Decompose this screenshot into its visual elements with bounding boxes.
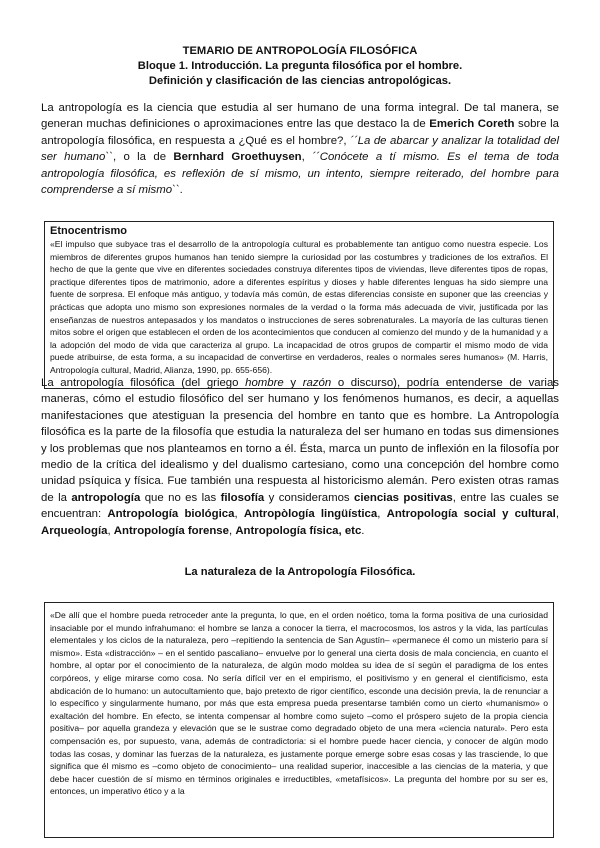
term-hombre: hombre [245,377,284,389]
term-filosofia: filosofía [220,491,265,504]
term-ciencias-positivas: ciencias positivas [354,491,453,504]
ethnocentrism-quote: «El impulso que subyace tras el desarrollo de la antropología cultural es probablemente tan antiguo como nuestra especie. Los miembros de diferentes grupos humanos han tenido siempre la curiosidad por las costumbres y tradiciones de los extraños. El hecho de que la gente que vive en diferentes sociedades construya diferentes tipos de viviendas, lleve diferentes tipos de ropas, practique diferentes tipos de matrimonio, adore a diferentes espíritus y dioses y hable diferentes lenguas ha sido siempre una fuente de sorpresa. El enfoque más antiguo, y todavía más común, de estas diferencias consiste en suponer que las creencias y prácticas que adopta uno mismo son expresiones normales de la verdad o la forma más adecuada de vivir, justificada por las enseñanzas de nuestros antepasados y los mandatos o instrucciones de seres sobrenaturales. La mayoría de las culturas tienen mitos sobre el origen que establecen el orden de los acontecimientos que conducen al comienzo del mundo y de la humanidad y a la adopción del modo de vida que caracteriza al grupo. La incapacidad de otros grupos de compartir el mismo modo de vida puede atribuirse, de esta forma, a su incapacidad de convertirse en verdaderos, reales o normales seres humanos» (M. Harris, Antropología cultural, Madrid, Alianza, 1990, pp. 655-656). [50,239,548,375]
box-heading: Etnocentrismo [50,225,128,237]
branch-biologica: Antropología biológica [107,508,235,521]
branch-forense: Antropología forense [113,524,229,537]
branch-arqueologia: Arqueología [41,524,108,537]
branch-social-cultural: Antropología social y cultural [386,508,556,521]
section-heading: La naturaleza de la Antropología Filosófica. [184,566,416,578]
title-line-1: TEMARIO DE ANTROPOLOGÍA FILOSÓFICA [182,45,418,57]
branch-fisica: Antropología física, etc [235,524,362,537]
nature-quote-box [44,602,554,838]
nature-quote: «De allí que el hombre pueda retroceder ante la pregunta, lo que, en el orden noético, toma la forma positiva de una curiosidad insaciable por el mundo infrahumano: el hombre se lanza a conocer la tierra, el macrocosmos, los astros y la vida, las partículas elementales y los ciclos de la naturaleza, pero –repitiendo la sentencia de San Agustín– «permanece él como un misterio para sí mismo». Esta «distracción» – en el sentido pascaliano– envuelve por lo general una cierta dosis de mala conciencia, en cuanto el hombre, al optar por el conocimiento de la naturaleza, de algún modo moldea su idea de sí según el paradigma de los entes corpóreos, y elige mirarse como cosa. No sería difícil ver en el empirismo, el positivismo y en general el cientificismo, esta abdicación de lo humano: un autocultamiento que, bajo pretexto de rigor científico, esconde una decisión previa, la de renunciar a lo específico y singularmente humano, por más que esta empresa pueda presentarse también como un cierto «humanismo» o exaltación del hombre. En efecto, se intenta compensar al hombre como sujeto –como el próspero sujeto de la propia ciencia positiva– por aquella grandeza y elevación que se le sustrae como degradado objeto de una mera «ciencia natural». Pero esta compensación es, por supuesto, vana, además de contradictoria: si el hombre puede hacer ciencia, y conocer de algún modo todas las cosas, y dominar las fuerzas de la naturaleza, es justamente porque emerge sobre esas cosas y las trasciende, lo que significa que él mismo es –como objeto de conocimiento– una realidad superior, inaccesible a las ciencias de la materia, y que debe hacer cuestión de sí mismo en términos originales e irreductibles, «metafísicos». La pregunta del hombre por su ser es, entonces, un imperativo ético y a la [50,610,548,797]
title-line-2: Bloque 1. Introducción. La pregunta filosófica por el hombre. [137,60,463,72]
author-coreth: Emerich Coreth [429,118,515,131]
intro-paragraph: La antropología es la ciencia que estudia al ser humano de una forma integral. De tal manera, se generan muchas definiciones o aproximaciones entre las que destaco la de Emerich Coreth sobre la antropología filosófica, en respuesta a ¿Qué es el hombre?, ´´La de abarcar y analizar la totalidad del ser humano``, o la de Bernhard Groethuysen, ´´Conócete a tí mismo. Es el tema de toda antropología filosófica, es reflexión de sí mismo, un intento, siempre reiterado, del hombre para comprenderse a sí mismo``. [41,102,559,197]
quote-groethuysen: ´´Conócete a tí mismo. Es el tema de toda antropología filosófica, es reflexión de sí mismo, un intento, siempre reiterado, del hombre para comprenderse a sí mismo`` [41,151,559,197]
quote-coreth: ´´La de abarcar y analizar la totalidad del ser humano`` [41,134,559,164]
document-title [0,44,600,89]
term-antropologia: antropología [71,491,141,504]
author-groethuysen: Bernhard Groethuysen [173,151,302,164]
term-razon: razón [302,377,332,389]
philosophical-anthropology-paragraph: La antropología filosófica (del griego hombre y razón o discurso), podría entenderse de varias maneras, cómo el estudio filosófico del ser humano y los fenómenos humanos, es decir, a aquellas manifestaciones que atestiguan la presencia del hombre en tanto que es hombre. La Antropología filosófica es la parte de la filosofía que estudia la naturaleza del ser humano en todas sus dimensiones y los problemas que nos planteamos en torno a él. Ésta, marca un punto de inflexión en la filosofía por medio de la crítica del idealismo y del dualismo cartesiano, como una concepción del hombre como unidad psíquica y física. Fue también una respuesta al historicismo alemán. Pero existen otras ramas de la antropología que no es las filosofía y consideramos ciencias positivas, entre las cuales se encuentran: Antropología biológica, Antropòlogía lingüística, Antropología social y cultural, Arqueología, Antropología forense, Antropología física, etc. [41,377,559,537]
branch-linguistica: Antropòlogía lingüística [243,508,378,521]
title-line-3: Definición y clasificación de las ciencias antropológicas. [148,75,452,87]
ethnocentrism-box [44,221,554,389]
